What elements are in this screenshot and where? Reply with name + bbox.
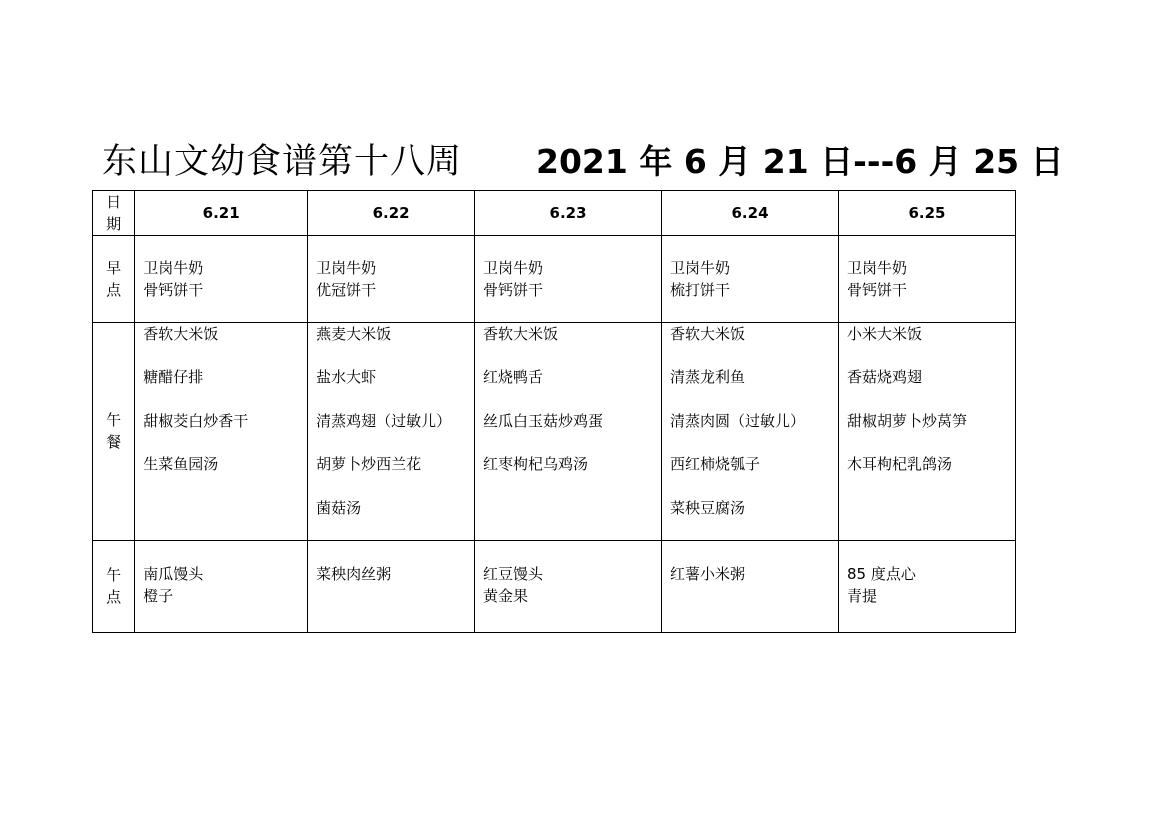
date-row [93,191,1016,236]
row-label-breakfast [93,236,135,323]
menu-item: 橙子 [143,586,174,605]
lunch-cell [308,323,475,541]
date-cell: 6.21 [135,191,308,236]
lunch-row [93,323,1016,541]
menu-item: 清蒸肉圆（过敏儿） [670,411,806,430]
row-label-char: 午 [106,411,122,430]
snack-cell [308,540,475,632]
menu-item: 菌菇汤 [316,498,362,517]
breakfast-cell [135,236,308,323]
menu-item: 卫岗牛奶 [143,259,204,277]
breakfast-cell [662,236,839,323]
lunch-cell [135,323,308,541]
row-label-snack [93,540,135,632]
menu-item: 红豆馒头 [483,564,544,583]
menu-item: 甜椒胡萝卜炒莴笋 [846,411,967,430]
menu-item: 骨钙饼干 [143,281,204,299]
lunch-cell [662,323,839,541]
menu-item: 梳打饼干 [670,281,731,299]
date-cell: 6.24 [662,191,839,236]
snack-cell [135,540,308,632]
menu-item: 卫岗牛奶 [316,259,377,277]
menu-item: 甜椒茭白炒香干 [143,411,249,430]
breakfast-cell [475,236,662,323]
menu-item: 骨钙饼干 [483,281,544,299]
row-label-char: 点 [106,588,122,607]
row-label-char: 日 [106,193,122,211]
menu-item: 黄金果 [483,586,529,605]
menu-item: 优冠饼干 [316,281,377,299]
lunch-cell [475,323,662,541]
menu-item: 南瓜馒头 [143,564,204,583]
menu-item: 香软大米饭 [483,325,559,343]
breakfast-cell [838,236,1015,323]
menu-item: 生菜鱼园汤 [143,455,219,474]
menu-item: 卫岗牛奶 [670,259,731,277]
snack-cell [838,540,1015,632]
menu-item: 盐水大虾 [316,368,377,387]
menu-item: 红烧鸭舌 [483,368,544,387]
breakfast-row [93,236,1016,323]
menu-item: 丝瓜白玉菇炒鸡蛋 [483,411,604,430]
weekly-menu-table [92,190,1016,633]
menu-item: 香软大米饭 [670,325,746,343]
menu-item: 香菇烧鸡翅 [846,368,922,387]
menu-item: 清蒸鸡翅（过敏儿） [316,411,452,430]
page-title [102,134,1064,184]
menu-item: 菜秧豆腐汤 [670,498,746,517]
row-label-char: 点 [106,281,122,299]
row-label-char: 午 [106,566,122,585]
menu-week-title: 东山文幼食谱第十八周 [102,142,463,182]
menu-item: 菜秧肉丝粥 [316,564,392,583]
menu-item: 85 度点心 [846,564,916,583]
menu-item: 红枣枸杞乌鸡汤 [483,455,589,474]
snack-row [93,540,1016,632]
row-label-char: 早 [106,259,122,277]
date-cell: 6.25 [838,191,1015,236]
menu-item: 小米大米饭 [846,325,922,343]
menu-item: 西红柿烧瓠子 [670,455,761,474]
snack-cell [662,540,839,632]
menu-item: 骨钙饼干 [846,281,907,299]
date-cell: 6.23 [475,191,662,236]
menu-item: 糖醋仔排 [143,368,204,387]
breakfast-cell [308,236,475,323]
row-label-lunch [93,323,135,541]
menu-item: 卫岗牛奶 [483,259,544,277]
menu-date-range: 2021 年 6 月 21 日---6 月 25 日 [536,141,1064,181]
menu-item: 青提 [846,586,877,605]
menu-item: 清蒸龙利鱼 [670,368,746,387]
date-cell: 6.22 [308,191,475,236]
menu-item: 燕麦大米饭 [316,325,392,343]
row-label-date [93,191,135,236]
menu-item: 木耳枸杞乳鸽汤 [846,455,952,474]
lunch-cell [838,323,1015,541]
menu-item: 红薯小米粥 [670,564,746,583]
menu-item: 胡萝卜炒西兰花 [316,455,422,474]
row-label-char: 餐 [106,433,122,452]
row-label-char: 期 [106,215,122,233]
menu-item: 香软大米饭 [143,325,219,343]
menu-item: 卫岗牛奶 [846,259,907,277]
snack-cell [475,540,662,632]
